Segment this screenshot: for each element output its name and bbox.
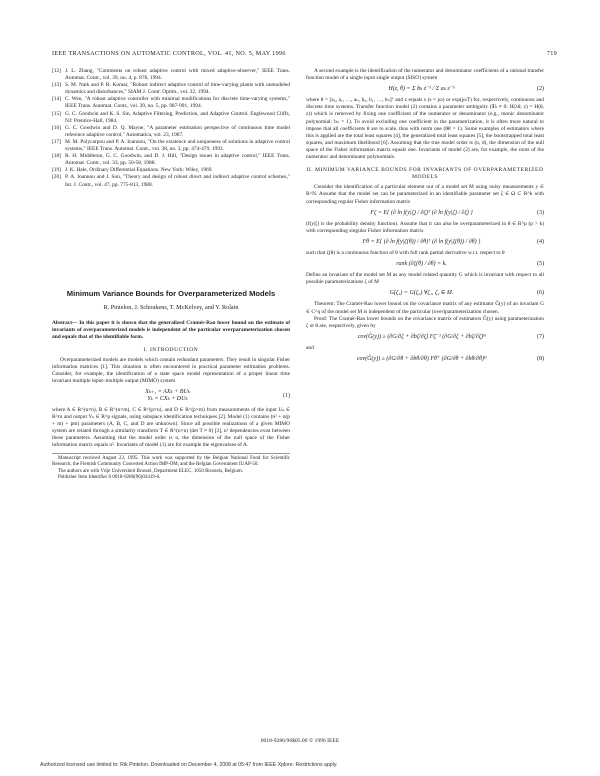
reference-item: [12] J. L. Zhang, "Comments on robust adaptive control with mixed adaptive-observer," IEEE Trans. Automat. Contr., vol. 39, no. 4, p. 878, 1994. [52, 68, 290, 82]
reference-item: [16] G. C. Goodwin and D. Q. Mayne, "A parameter estimation perspective of continuous time model reference adaptive control," Automatica, vol. 23, 1987. [52, 124, 290, 138]
reference-item: [18] R. H. Middleton, G. C. Goodwin, and D. J. Hill, "Design issues in adaptive control," IEEE Trans. Automat. Contr., vol. 33, pp. 50-58, 1988. [52, 153, 290, 167]
reference-item: [17] M. M. Polycarpou and P. A. Ioannou, "On the existence and uniqueness of solutions in adaptive control systems," IEEE Trans. Automat. Contr., vol. 38, no. 3, pp. 474-479, 1993. [52, 138, 290, 153]
right-paragraph-2: Consider the identification of a particular element out of a model set M using noisy measurements y ∈ R^N. Assume that the model set can be parameterized in an identifiable parameter set ζ ∈ Ω ⊂ R^k with corresponding regular Fisher information matrix [306, 184, 544, 205]
equation-3: Fζ = E{ (∂ ln f(y|ζ) / ∂ζ)ᵀ (∂ ln f(y|ζ) / ∂ζ) } (3) [370, 209, 544, 216]
reference-item: [15] G. C. Goodwin and K. S. Sin, Adaptive Filtering, Prediction, and Adaptive Control. Englewood Cliffs, NJ: Prentice-Hall, 1984. [52, 110, 290, 124]
intro-paragraph-2: where A ∈ R^(n×n), B ∈ R^(n×m), C ∈ R^(p×n), and D ∈ R^(p×m) from measurements of the input Uₖ ∈ R^m and output Yₖ ∈ R^p signals, using subspace identification techniques [2]. Model (1) contains (n² + n(p + m) + pm) parameters (A, B, C, and D are unknown). Since all possible realizations of a given MIMO system are related through a similarity transform T ∈ R^(n×n) (det T ≠ 0) [3], n² dependencies exist between these parameters. Assuming that the model order is n, the dimension of the null space of the Fisher information matrix equals n². Invariants of model (1) are for example the eigenvalues of A. [52, 407, 290, 448]
equation-4: Fθ = E{ (∂ ln f(y|ζ(θ)) / ∂θ)ᵀ (∂ ln f(y|ζ(θ)) / ∂θ) } (4) [362, 238, 544, 245]
running-header [52, 50, 557, 60]
right-column [306, 68, 544, 367]
reference-item: [13] S. M. Naik and P. R. Kumar, "Robust indirect adaptive control of time-varying plants with unmodeled dynamics and disturbances," SIAM J. Contr. Optim., vol. 32, 1994. [52, 82, 290, 96]
section-heading-introduction: I. INTRODUCTION [143, 347, 199, 353]
section-heading-2: II. MINIMUM VARIANCE BOUNDS FOR INVARIANTS OF OVERPARAMETERIZED MODELS [306, 167, 544, 181]
license-notice: Authorized licensed use limited to: Rik Pintelon. Downloaded on December 4, 2008 at 05:47 from IEEE Xplore. Restrictions apply. [40, 762, 338, 768]
proof: Proof: The Cramér-Rao lower bounds on the covariance matrix of estimators Ĝ(y) using parameterization ζ or θ are, respectively, given by [306, 315, 544, 329]
right-paragraph-4: such that ζ(θ) is a continuous function of θ with full rank partial derivative w.r.t. respect to θ [306, 249, 505, 256]
equation-1: Xₖ₊₁ = AXₖ + BUₖ Yₖ = CXₖ + DUₖ (1) [145, 389, 290, 402]
equation-7: cov(Ĝ(y)) ≥ (∂G/∂ζ + ∂bζ/∂ζ) Fζ⁻¹ (∂G/∂ζ + ∂bζ/∂ζ)ᴴ (7) [357, 333, 544, 340]
right-paragraph-5: Define an invariant of the model set M as any model related quantity G which is invariant with respect to all possible parameterizations ζ of M [306, 272, 544, 286]
page-number: 719 [546, 50, 557, 57]
journal-header: IEEE TRANSACTIONS ON AUTOMATIC CONTROL, VOL. 41, NO. 5, MAY 1996 [52, 50, 286, 57]
right-paragraph-3: (f(y|ζ) is the probability density function). Assume that it can also be overparameterized in θ ∈ R^p (p > k) with corresponding singular Fisher information matrix [306, 220, 544, 234]
intro-paragraph-1: Overparameterized models are models which contain redundant parameters. They result in singular Fisher information matrices [1]. This situation is often encountered in practical parameter estimation problems. Consider, for example, the identification of a state space model representation of a proper linear time invariant multiple input–multiple output (MIMO) system [52, 357, 290, 384]
equation-8: cov(Ĝ(y)) ≥ (∂G/∂θ + ∂bθ/∂θ) Fθ⁺ (∂G/∂θ + ∂bθ/∂θ)ᴴ (8) [356, 356, 544, 362]
equation-6: G(ζ₁) = G(ζ₂) ∀ζ₁, ζ₂ ∈ M. (6) [389, 290, 544, 297]
abstract-text: Abstract— In this paper it is shown that the generalized Cramér-Rao lower bound on the estimate of invariants of overparameterized models is independent of the particular overparameterization chosen and equals that of the identifiable form. [52, 320, 290, 340]
equation-2: H(z, θ) = Σ bₖ z⁻ᵏ / Σ aₖ z⁻ᵏ (2) [388, 86, 544, 93]
right-paragraph-1: where θ = [a₀, a₁, …, aₙ, b₀, b₁, …, bₙ]ᵀ and z equals s (s = jω) or exp(jωT) for, respectively, continuous and discrete time systems. Transfer function model (2) contains a parameter ambiguity (∃λ ≠ 0: H(λθ, z) = H(θ, z)) which is removed by fixing one coefficient of the numerator or denominator (e.g., monic denominator polynomial: bₙ = 1). To avoid excluding one coefficient in the parametrization, it is often more natural to impose that all coefficients θ are to scale, thus with norm one (‖θ‖ = 1). Some examples of estimators where this is applied are the total least squares [4], the generalized total least squares [5], the bootstrapped total least squares, and maximum likelihood [6]. Assuming that the true model order is (n, d), the dimension of the null space of the Fisher information matrix equals one. Invariants of model (2) are, for example, the roots of the numerator and denominator polynomials. [306, 97, 544, 161]
reference-list [52, 68, 290, 189]
footnotes: Manuscript received August 23, 1995. This work was supported by the Belgian National Fund for Scientific Research, the Flemish Community Concerted Action IMP-OM, and the Belgian Government IUAP-50. The authors are with Vrije Universiteit Brussel, Department ELEC, 1050 Brussels, Belgium. Publisher Item Identifier S 0018-9286(96)03419-6. [52, 453, 290, 482]
paper-title: Minimum Variance Bounds for Overparameterized Models [66, 289, 276, 298]
reference-item: [14] C. Wen, "A robust adaptive controller with minimal modifications for discrete time-varying systems," IEEE Trans. Automat. Contr., vol. 39, no. 5, pp. 987-991, 1994. [52, 96, 290, 110]
paper-authors: R. Pintelon, J. Schoukens, T. McKelvey, and Y. Rolain [103, 304, 239, 311]
reference-item: [20] P. A. Ioannou and J. Sun, "Theory and design of robust direct and indirect adaptive control schemes," Int. J. Contr., vol. 47, pp. 775-813, 1988. [52, 174, 290, 188]
copyright-code: 0018-9286/96$05.00 © 1996 IEEE [260, 738, 340, 744]
equation-5: rank (∂ζ(θ) / ∂θ) = k. (5) [396, 261, 544, 268]
reference-item: [19] J. K. Hale, Ordinary Differential Equations. New York: Wiley, 1969. [52, 167, 213, 174]
abstract [52, 320, 290, 482]
second-example-paragraph: A second example is the identification of the numerator and denominator coefficients of a rational transfer function model of a single input single output (SISO) system [306, 68, 544, 82]
theorem: Theorem: The Cramér-Rao lower bound on the covariance matrix of any estimator Ĝ(y) of an invariant G ∈ C^q of the model set M is independent of the particular (over)parameterization chosen. [306, 301, 544, 315]
and-text: and [306, 344, 314, 351]
